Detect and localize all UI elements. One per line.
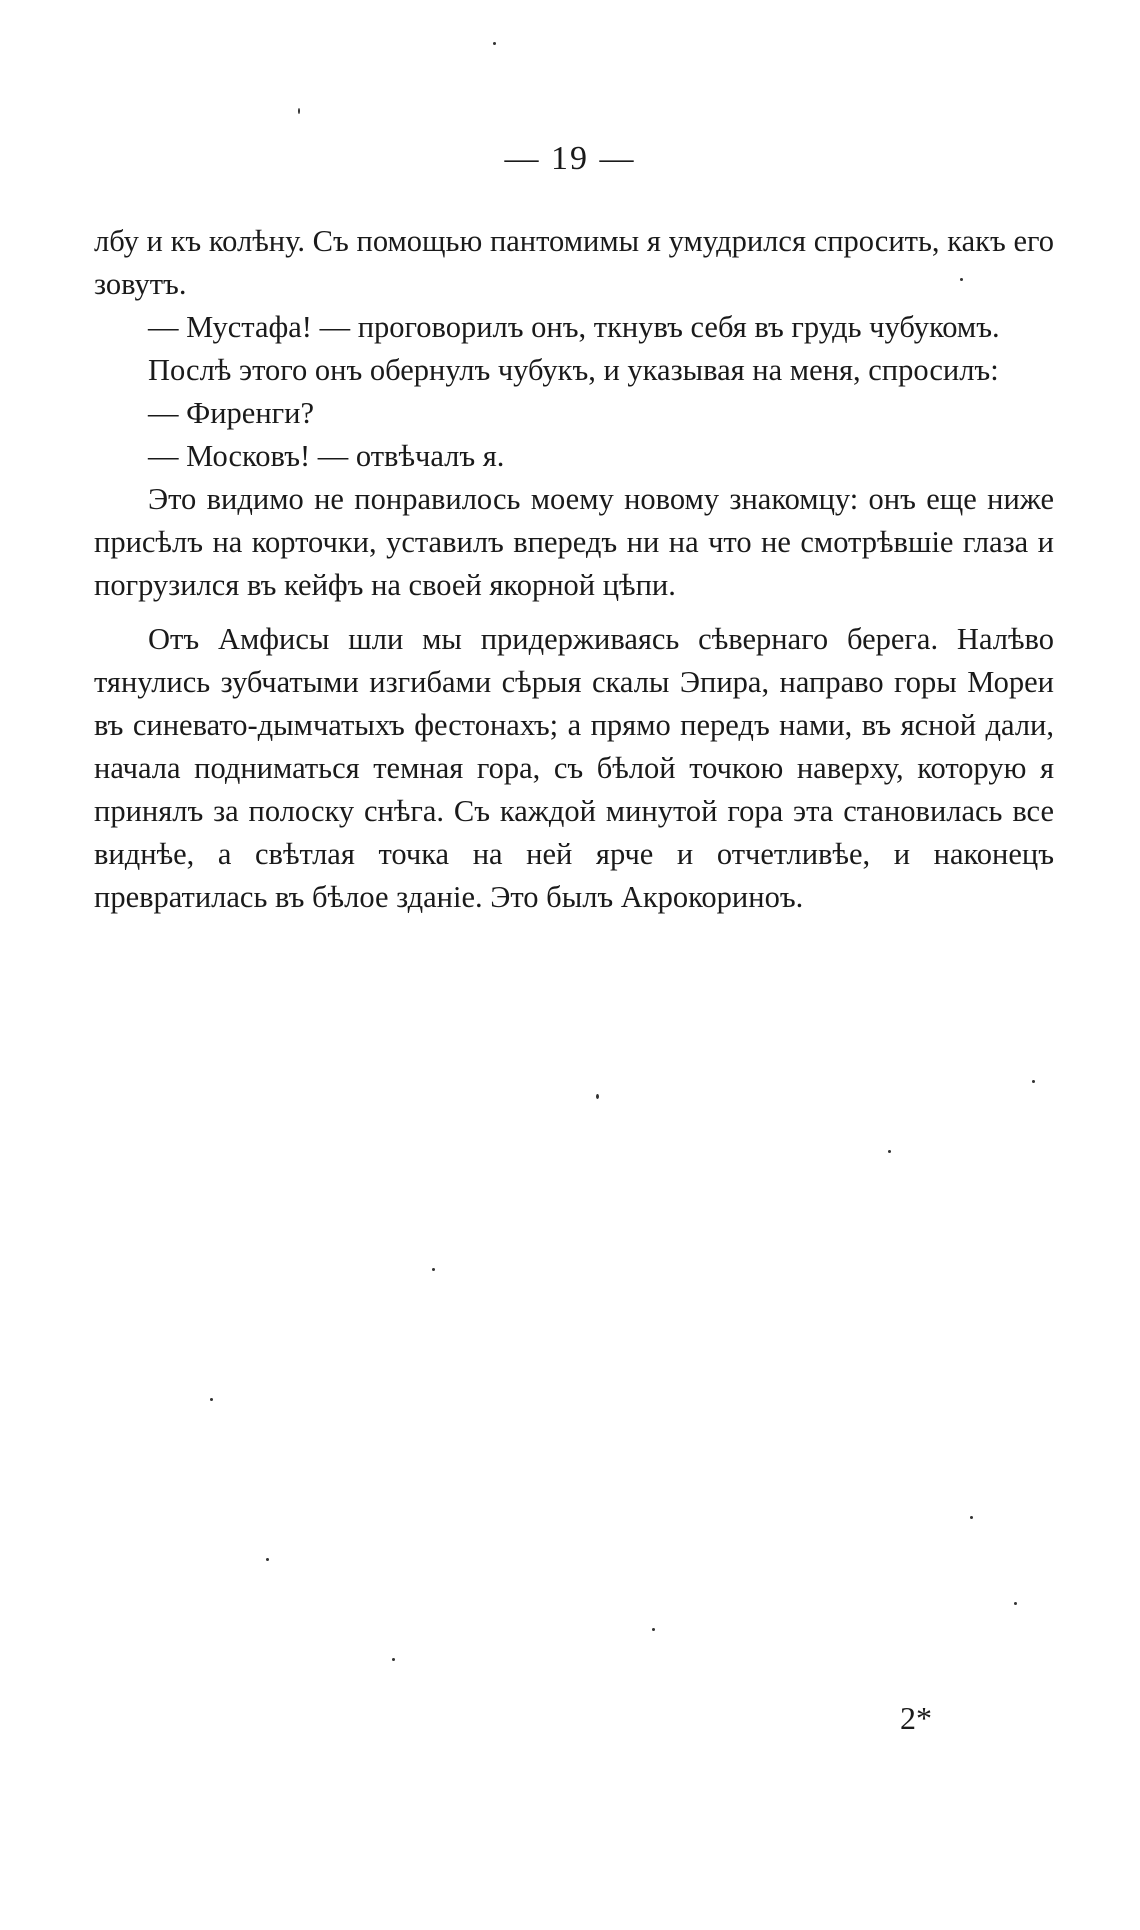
paragraph-7: Отъ Амфисы шли мы придерживаясь сѣвернаго берега. Налѣво тянулись зубчатыми изгибами сѣрыя скалы Эпира, направо горы Мореи въ синевато-дымчатыхъ фестонахъ; а прямо передъ нами, въ ясной дали, начала подниматься темная гора, съ бѣлой точкою наверху, которую я принялъ за полоску снѣга. Съ каждой минутой гора эта становилась все виднѣе, а свѣтлая точка на ней ярче и отчетливѣе, и наконецъ превратилась въ бѣлое зданіе. Это былъ Акрокориноъ. [94,622,1054,914]
paragraph-4: — Фиренги? [148,396,315,430]
scan-speck [493,42,496,45]
scan-speck [210,1398,213,1401]
paragraph-5: — Московъ! — отвѣчалъ я. [148,439,505,473]
scan-speck [1032,1080,1035,1083]
signature-mark: 2* [900,1700,932,1736]
scan-speck [888,1150,891,1153]
paragraph-1: лбу и къ колѣну. Съ помощью пантомимы я умудрился спросить, какъ его зовутъ. [94,224,1054,301]
paragraph-6: Это видимо не понравилось моему новому знакомцу: онъ еще ниже присѣлъ на корточки, уставилъ впередъ ни на что не смотрѣвшіе глаза и погрузился въ кейфъ на своей якорной цѣпи. [94,482,1054,602]
scan-speck [960,278,963,281]
paragraph-3: Послѣ этого онъ обернулъ чубукъ, и указывая на меня, спросилъ: [148,353,999,387]
paragraph-2: — Мустафа! — проговорилъ онъ, ткнувъ себя въ грудь чубукомъ. [148,310,1000,344]
body-text [94,220,1054,919]
scan-speck [1014,1602,1017,1605]
scan-speck [266,1558,269,1561]
scan-speck [652,1628,655,1631]
page-number: — 19 — [504,140,636,177]
scan-speck [392,1658,395,1661]
scan-speck [970,1516,973,1519]
scan-speck [596,1094,599,1099]
scan-speck [298,108,300,114]
scan-speck [432,1268,435,1271]
